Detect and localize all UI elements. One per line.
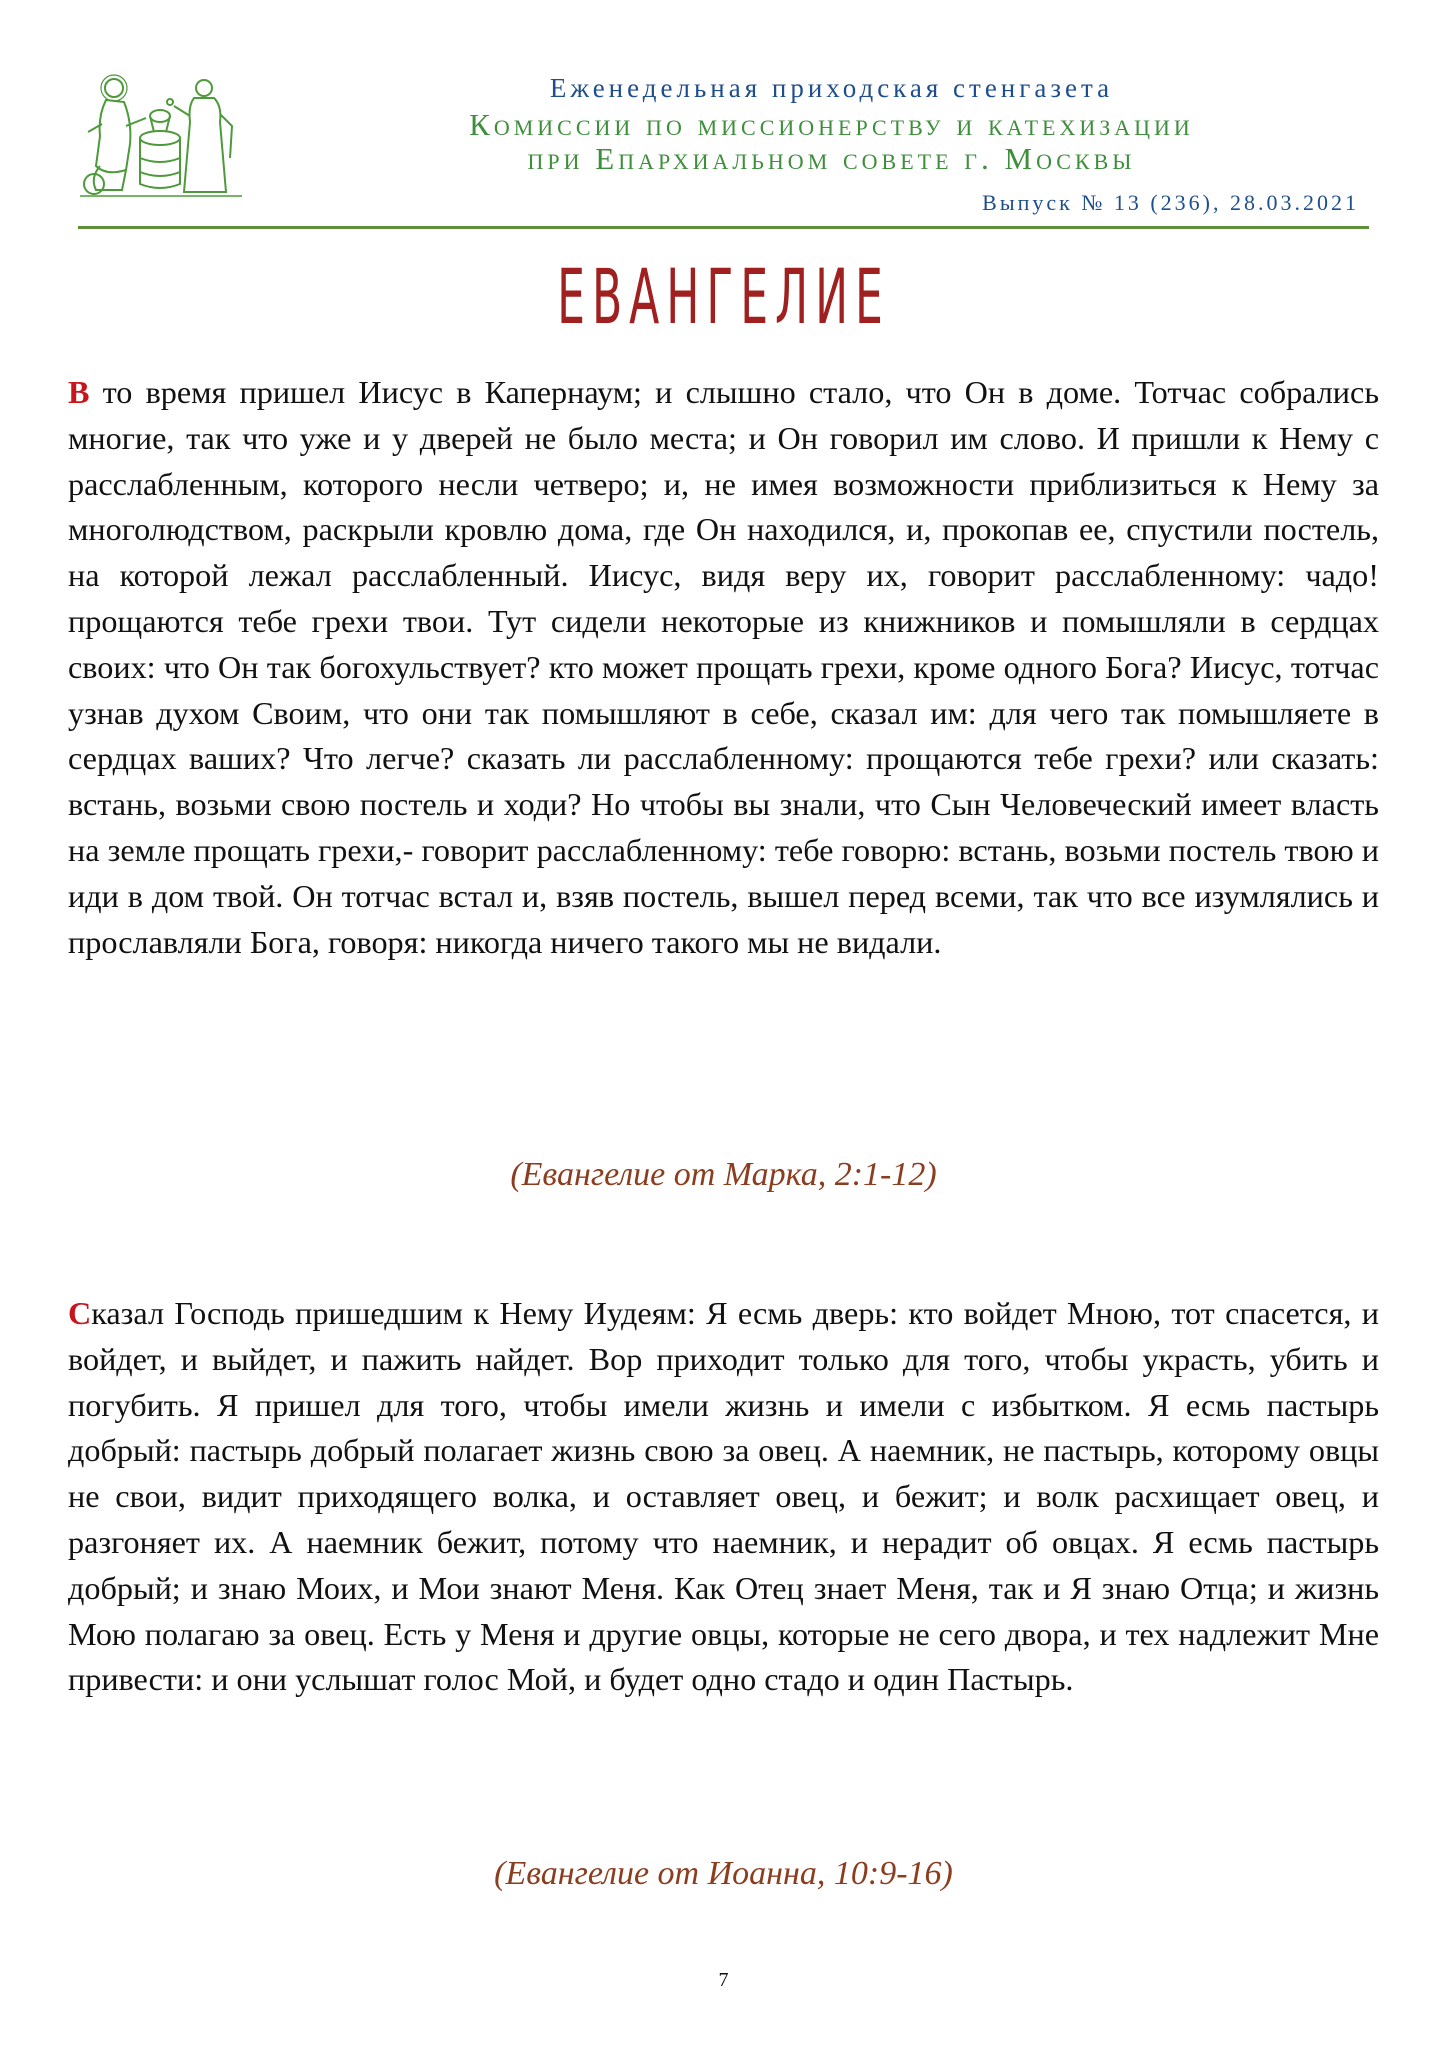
newspaper-header [300,70,1363,176]
drop-cap: С [68,1295,92,1331]
header-divider [78,226,1369,229]
header-subtitle: Еженедельная приходская стенгазета [549,73,1114,103]
header-council: при Епархиальном совете г. Москвы [527,141,1136,176]
issue-number: Выпуск № 13 (236), 28.03.2021 [982,190,1359,215]
page-number: 7 [718,1969,729,1991]
reading-paragraph [68,1291,1379,1703]
drop-cap: В [68,374,90,410]
page-title: ЕВАНГЕЛИЕ [557,252,890,341]
reading-reference: (Евангелие от Марка, 2:1-12) [510,1156,937,1193]
reading-text: то время пришел Иисус в Капернаум; и слышно стало, что Он в доме. Тотчас собрались многие, так что уже и у дверей не было места; и Он говорил им слово. И пришли к Нему с расслабленным, которого несли четверо; и, не имея возможности приблизиться к Нему за многолюдством, раскрыли кровлю дома, где Он находился, и, прокопав ее, спустили постель, на которой лежал расслабленный. Иисус, видя веру их, говорит расслабленному: чадо! прощаются тебе грехи твои. Тут сидели некоторые из книжников и помышляли в сердцах своих: что Он так богохульствует? кто может прощать грехи, кроме одного Бога? Иисус, тотчас узнав духом Своим, что они так помышляют в себе, сказал им: для чего так помышляете в сердцах ваших? Что легче? сказать ли расслабленному: прощаются тебе грехи? или сказать: встань, возьми свою постель и ходи? Но чтобы вы знали, что Сын Человеческий имеет власть на земле прощать грехи,- говорит расслабленному: тебе говорю: встань, возьми постель твою и иди в дом твой. Он тотчас встал и, взяв постель, вышел перед всеми, так что все изумлялись и прославляли Бога, говоря: никогда ничего такого мы не видали. [68,374,1379,960]
reading-paragraph [68,370,1379,965]
reading-text: казал Господь пришедшим к Нему Иудеям: Я есмь дверь: кто войдет Мною, тот спасется, и войдет, и выйдет, и пажить найдет. Вор приходит только для того, чтобы украсть, убить и погубить. Я пришел для того, чтобы имели жизнь и имели с избытком. Я есмь пастырь добрый: пастырь добрый полагает жизнь свою за овец. А наемник, не пастырь, которому овцы не свои, видит приходящего волка, и оставляет овец, и бежит; и волк расхищает овец, и разгоняет их. А наемник бежит, потому что наемник, и нерадит об овцах. Я есмь пастырь добрый; и знаю Моих, и Мои знают Меня. Как Отец знает Меня, так и Я знаю Отца; и жизнь Мою полагаю за овец. Есть у Меня и другие овцы, которые не сего двора, и тех надлежит Мне привести: и они услышат голос Мой, и будет одно стадо и один Пастырь. [68,1295,1379,1698]
reading-reference: (Евангелие от Иоанна, 10:9-16) [494,1855,953,1892]
christ-and-samaritan-woman-logo [76,66,246,206]
header-commission: Комиссии по миссионерству и катехизации [469,107,1194,142]
